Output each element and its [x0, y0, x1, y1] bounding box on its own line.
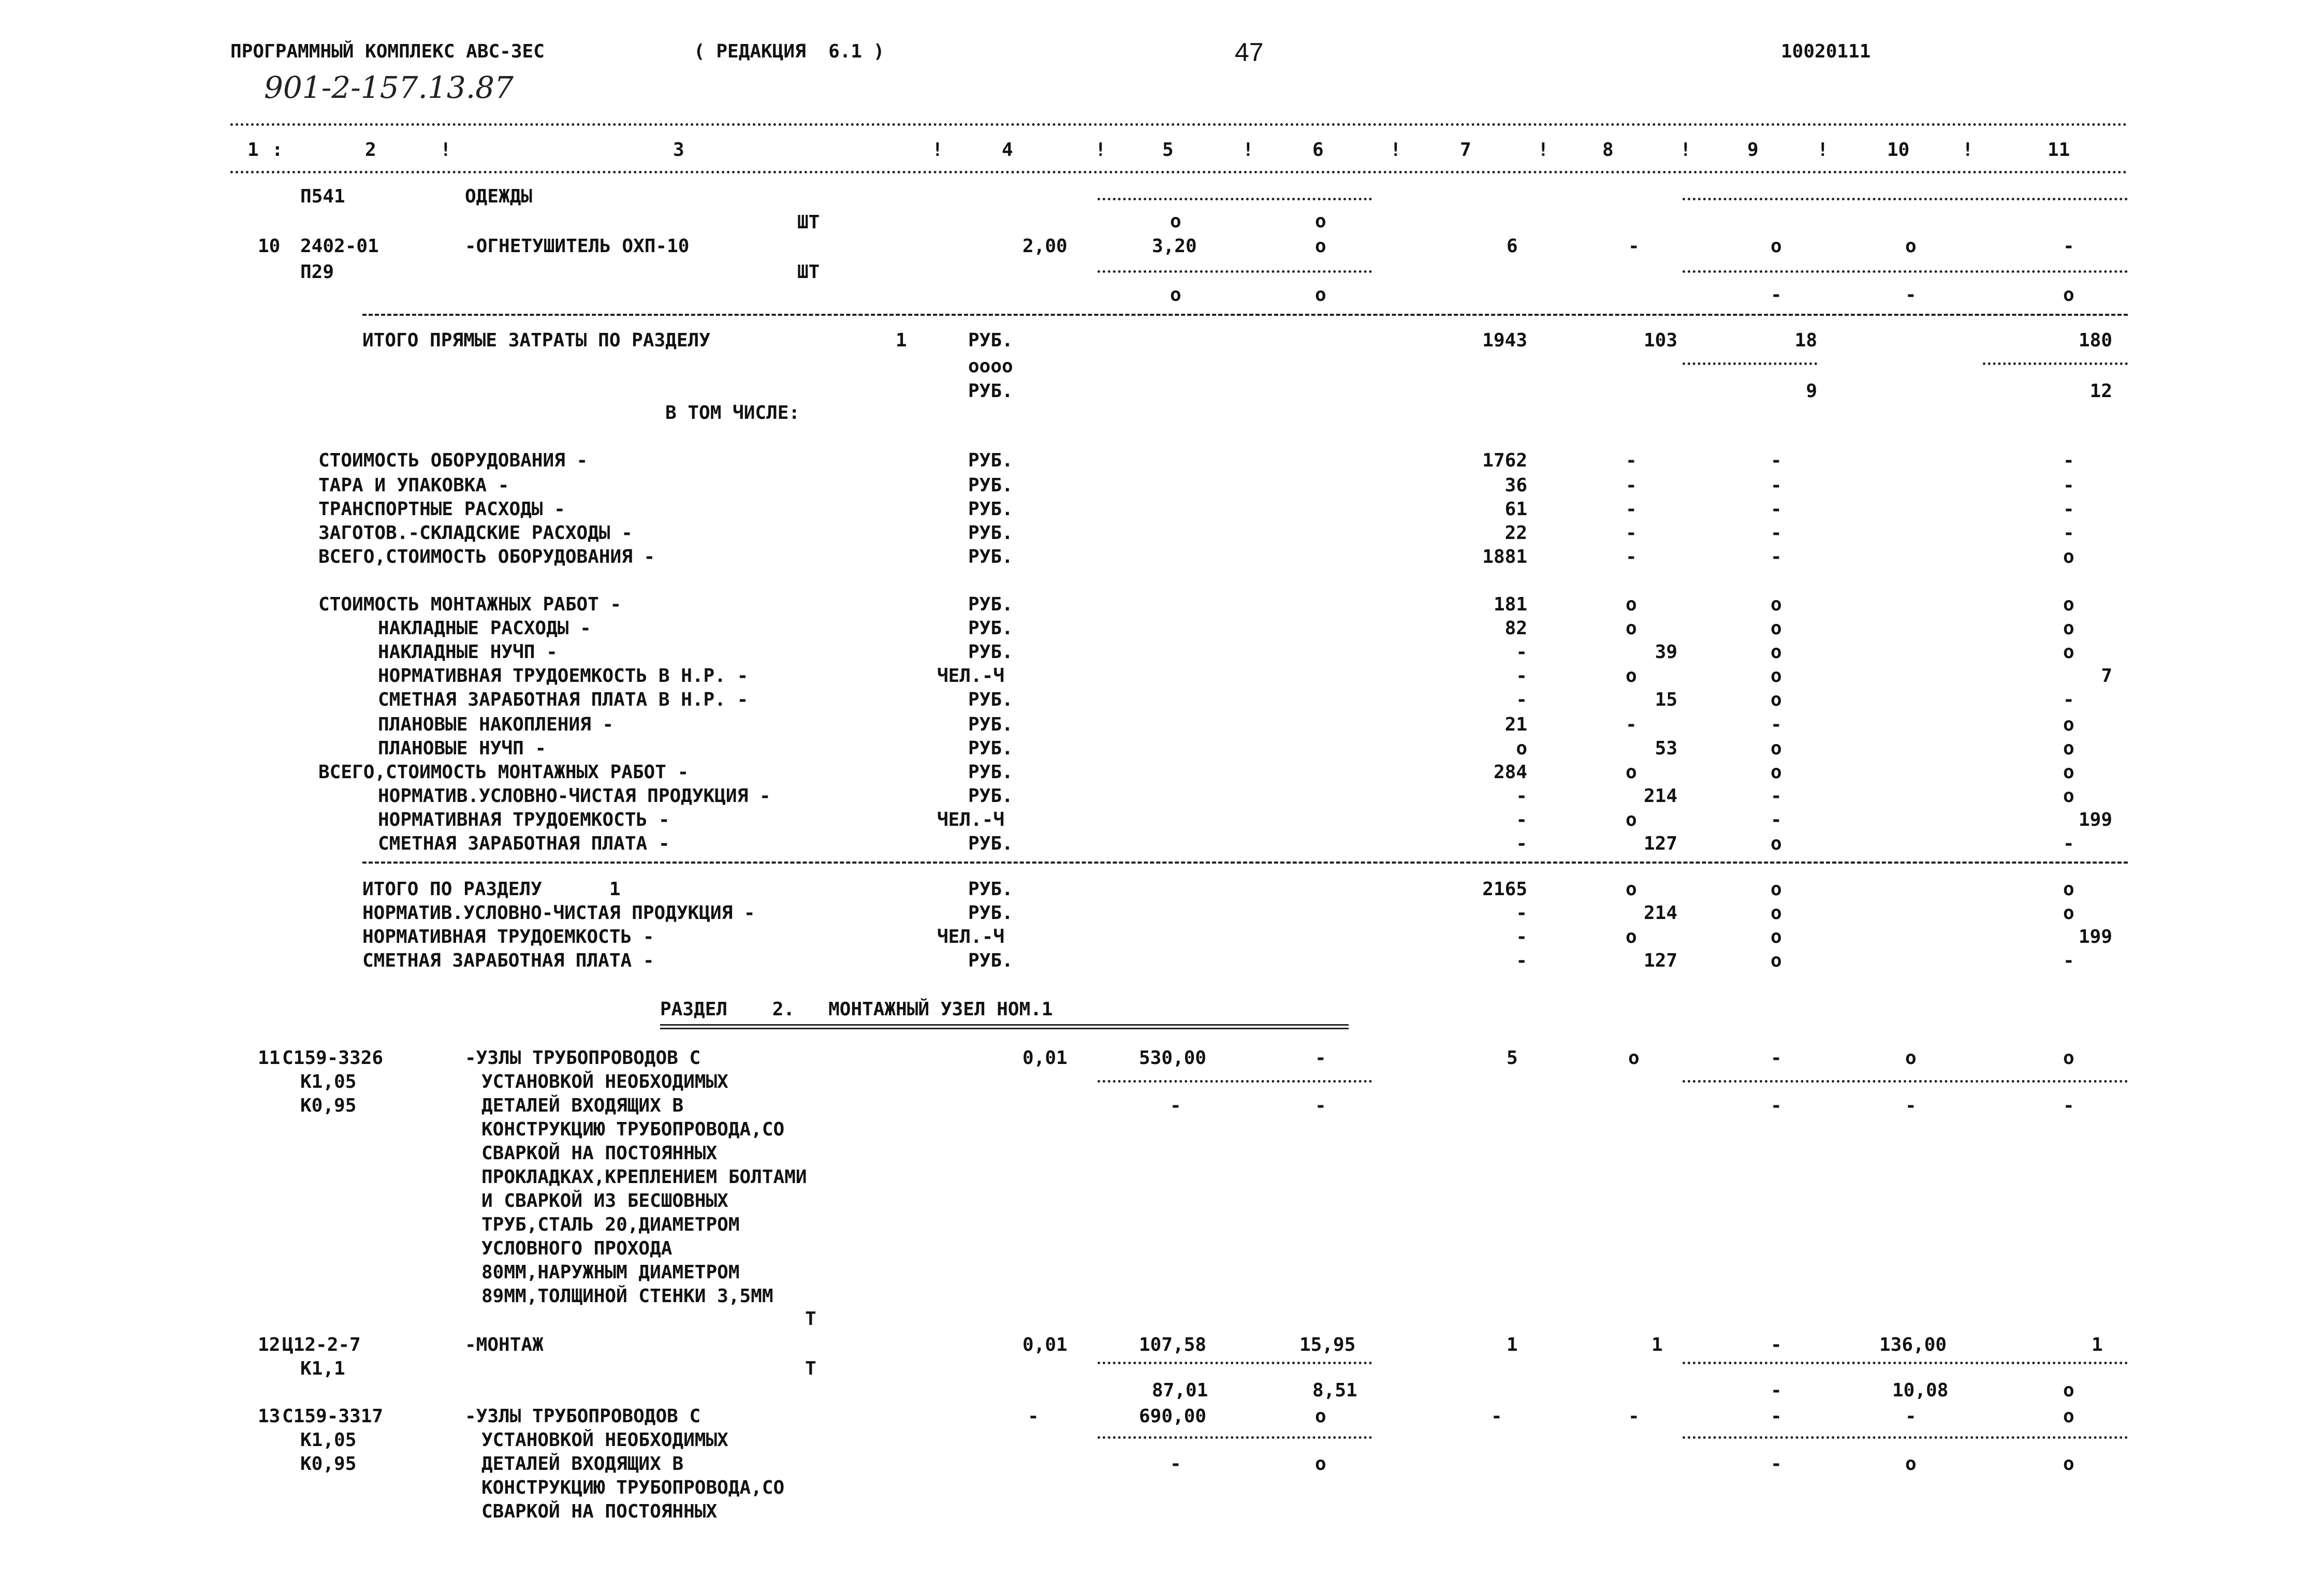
equipment-label: ЗАГОТОВ.-СКЛАДСКИЕ РАСХОДЫ - [318, 522, 633, 544]
cell-rule [1683, 270, 2128, 273]
empty-mark: о [1771, 689, 1782, 710]
item-name: -ОГНЕТУШИТЕЛЬ ОХП-10 [465, 236, 690, 257]
installation-c7: - [1516, 665, 1527, 687]
empty-mark: - [1771, 546, 1782, 567]
item-desc-line: СВАРКОЙ НА ПОСТОЯННЫХ [481, 1143, 718, 1164]
edition-label: ( РЕДАКЦИЯ 6.1 ) [694, 41, 885, 62]
cost-c10-b: 10,08 [1892, 1380, 1949, 1401]
row-number: 10 [258, 236, 281, 257]
item-desc-line: КОНСТРУКЦИЮ ТРУБОПРОВОДА,СО [481, 1119, 785, 1140]
empty-mark: - [1771, 1453, 1782, 1475]
empty-mark: о [1905, 1453, 1917, 1475]
installation-label: СТОИМОСТЬ МОНТАЖНЫХ РАБОТ - [318, 594, 622, 615]
empty-mark: - [1628, 236, 1640, 257]
empty-mark: - [1628, 1406, 1640, 1427]
section-total-c8: 127 [1643, 950, 1677, 971]
section-total-c7: 2165 [1482, 879, 1527, 900]
empty-mark: о [1626, 618, 1637, 639]
unit: РУБ. [968, 499, 1013, 520]
empty-mark: о [2063, 1453, 2074, 1475]
total-c11: 180 [2078, 330, 2112, 351]
installation-c7: 181 [1493, 594, 1527, 615]
installation-c7: 21 [1504, 714, 1527, 735]
empty-mark: о [2063, 1406, 2074, 1427]
col-11: 11 [2048, 139, 2070, 161]
section-total-c7: - [1516, 902, 1527, 924]
item-desc-line: УСЛОВНОГО ПРОХОДА [481, 1238, 673, 1259]
equipment-c7: 1881 [1482, 546, 1527, 567]
installation-c8: 39 [1655, 641, 1677, 663]
item-desc-line: КОНСТРУКЦИЮ ТРУБОПРОВОДА,СО [481, 1477, 785, 1498]
col-2: 2 [365, 139, 376, 161]
program-name: ПРОГРАММНЫЙ КОМПЛЕКС АВС-3ЕС [230, 41, 545, 62]
cell-rule [1683, 198, 2128, 200]
item-name: ОДЕЖДЫ [465, 186, 533, 207]
empty-mark: - [1170, 1095, 1181, 1116]
item-unit: ШТ [797, 212, 820, 233]
cell-rule [1098, 198, 1372, 200]
empty-mark: - [1170, 1453, 1181, 1475]
item-code: Ц12-2-7 [282, 1334, 361, 1355]
section-total-c7: - [1516, 926, 1527, 947]
empty-mark: - [2063, 950, 2074, 971]
installation-label: ПЛАНОВЫЕ НУЧП - [378, 738, 547, 759]
empty-mark: - [2063, 833, 2074, 854]
section-rule [362, 314, 2128, 316]
equipment-label: ТАРА И УПАКОВКА - [318, 475, 509, 496]
cell-rule [1098, 270, 1372, 273]
item-desc-line: УСТАНОВКОЙ НЕОБХОДИМЫХ [481, 1071, 728, 1092]
section-2-underline [660, 1024, 1349, 1029]
cost-c6-b: 8,51 [1312, 1380, 1357, 1401]
installation-c7: о [1516, 738, 1527, 759]
empty-mark: - [1626, 714, 1637, 735]
installation-label: ПЛАНОВЫЕ НАКОПЛЕНИЯ - [378, 714, 614, 735]
empty-mark: - [1315, 1047, 1326, 1069]
col-6: 6 [1312, 139, 1324, 161]
item-code: С159-3326 [282, 1047, 384, 1069]
empty-mark: - [1771, 785, 1782, 807]
section-number: 1 [896, 330, 907, 351]
empty-mark: - [1771, 1380, 1782, 1401]
col-sep: ! [1962, 139, 1974, 161]
unit: ЧЕЛ.-Ч [937, 665, 1005, 687]
installation-c7: - [1516, 785, 1527, 807]
empty-mark: о [2063, 594, 2074, 615]
empty-mark: - [1771, 499, 1782, 520]
empty-mark: - [1771, 284, 1782, 305]
installation-c11: 7 [2101, 665, 2112, 687]
item-desc-line: УСТАНОВКОЙ НЕОБХОДИМЫХ [481, 1429, 728, 1451]
item-desc-line: 80ММ,НАРУЖНЫМ ДИАМЕТРОМ [481, 1262, 740, 1283]
header-bottom-rule [230, 171, 2128, 173]
empty-mark: о [1626, 594, 1637, 615]
empty-mark: о [2063, 284, 2074, 305]
item-code: 2402-01 [300, 236, 379, 257]
installation-label: НОРМАТИВНАЯ ТРУДОЕМКОСТЬ - [378, 809, 670, 830]
cost-c10: 136,00 [1879, 1334, 1947, 1355]
item-desc-line: ДЕТАЛЕЙ ВХОДЯЩИХ В [481, 1095, 684, 1116]
col-sep: ! [1680, 139, 1691, 161]
installation-label: НАКЛАДНЫЕ НУЧП - [378, 641, 558, 663]
coefficient: К1,1 [300, 1358, 345, 1379]
total-c9-b: 9 [1806, 381, 1817, 402]
total-c9: 18 [1794, 330, 1817, 351]
unit: РУБ. [968, 330, 1013, 351]
unit-price-2: 87,01 [1152, 1380, 1208, 1401]
col-sep: ! [932, 139, 943, 161]
direct-costs-title: ИТОГО ПРЯМЫЕ ЗАТРАТЫ ПО РАЗДЕЛУ [362, 330, 710, 351]
empty-mark: о [1771, 738, 1782, 759]
empty-mark: - [2063, 689, 2074, 710]
item-code-2: П29 [300, 261, 334, 283]
section-total-label: СМЕТНАЯ ЗАРАБОТНАЯ ПЛАТА - [362, 950, 654, 971]
quantity: 0,01 [1022, 1334, 1068, 1355]
unit: РУБ. [968, 738, 1013, 759]
unit: РУБ. [968, 546, 1013, 567]
cell-rule [1098, 1362, 1372, 1364]
row-number: 12 [258, 1334, 281, 1355]
unit: РУБ. [968, 475, 1013, 496]
empty-mark: - [1771, 809, 1782, 830]
section-total-label: НОРМАТИВ.УСЛОВНО-ЧИСТАЯ ПРОДУКЦИЯ - [362, 902, 755, 924]
coefficient: К1,05 [300, 1071, 357, 1092]
installation-label: НОРМАТИВНАЯ ТРУДОЕМКОСТЬ В Н.Р. - [378, 665, 749, 687]
installation-c7: 82 [1504, 618, 1527, 639]
installation-c11: 199 [2078, 809, 2112, 830]
cost-c7: 1 [1507, 1334, 1518, 1355]
empty-mark: - [1491, 1406, 1502, 1427]
unit: РУБ. [968, 522, 1013, 544]
unit: РУБ. [968, 450, 1013, 471]
installation-c8: 15 [1655, 689, 1677, 710]
installation-c8: 127 [1643, 833, 1677, 854]
equipment-label: ТРАНСПОРТНЫЕ РАСХОДЫ - [318, 499, 565, 520]
col-sep: ! [440, 139, 451, 161]
header-top-rule [230, 123, 2128, 126]
cost-c11: 1 [2092, 1334, 2103, 1355]
item-desc-line: ТРУБ,СТАЛЬ 20,ДИАМЕТРОМ [481, 1214, 740, 1235]
unit: РУБ. [968, 762, 1013, 783]
equipment-c7: 22 [1504, 522, 1527, 544]
empty-mark: - [2063, 1095, 2074, 1116]
unit: РУБ. [968, 950, 1013, 971]
empty-mark: - [1626, 450, 1637, 471]
quantity: - [1028, 1406, 1039, 1427]
equipment-label: СТОИМОСТЬ ОБОРУДОВАНИЯ - [318, 450, 588, 471]
page-number: 47 [1235, 38, 1264, 67]
row-number: 11 [258, 1047, 281, 1069]
empty-mark: о [2063, 618, 2074, 639]
empty-mark: о [1626, 665, 1637, 687]
unit: РУБ. [968, 714, 1013, 735]
item-name: -МОНТАЖ [465, 1334, 544, 1355]
equipment-c7: 1762 [1482, 450, 1527, 471]
empty-mark: о [1771, 618, 1782, 639]
empty-mark: о [2063, 785, 2074, 807]
equipment-c7: 61 [1504, 499, 1527, 520]
empty-mark: - [2063, 475, 2074, 496]
empty-mark: - [1771, 714, 1782, 735]
cost-c8: 1 [1651, 1334, 1663, 1355]
empty-mark: о [1771, 641, 1782, 663]
empty-mark: о [1771, 594, 1782, 615]
installation-c7: - [1516, 833, 1527, 854]
unit: РУБ. [968, 618, 1013, 639]
installation-label: ВСЕГО,СТОИМОСТЬ МОНТАЖНЫХ РАБОТ - [318, 762, 689, 783]
total-c7: 1943 [1482, 330, 1527, 351]
installation-c7: - [1516, 689, 1527, 710]
unit: РУБ. [968, 833, 1013, 854]
col-sep: ! [1817, 139, 1829, 161]
empty-mark: о [2063, 738, 2074, 759]
item-unit: Т [805, 1308, 816, 1330]
col-sep: ! [1538, 139, 1549, 161]
cell-rule [1098, 1080, 1372, 1083]
empty-mark: о [1771, 902, 1782, 924]
installation-c8: 214 [1643, 785, 1677, 807]
empty-mark: о [2063, 902, 2074, 924]
item-unit: ШТ [797, 261, 820, 283]
col-sep: : [272, 139, 283, 161]
empty-mark: о [1771, 665, 1782, 687]
cell-rule [1683, 1080, 2128, 1083]
coefficient: К1,05 [300, 1429, 357, 1451]
empty-mark: - [1905, 284, 1917, 305]
unit: РУБ. [968, 902, 1013, 924]
unit: РУБ. [968, 641, 1013, 663]
empty-mark: - [1771, 450, 1782, 471]
col-9: 9 [1747, 139, 1759, 161]
equipment-c7: 36 [1504, 475, 1527, 496]
installation-c7: 284 [1493, 762, 1527, 783]
item-desc-line: 89ММ,ТОЛЩИНОЙ СТЕНКИ 3,5ММ [481, 1286, 773, 1307]
empty-mark: о [1315, 236, 1326, 257]
unit: ЧЕЛ.-Ч [937, 809, 1005, 830]
empty-mark: о [2063, 879, 2074, 900]
item-desc-line: ДЕТАЛЕЙ ВХОДЯЩИХ В [481, 1453, 684, 1475]
total-c11-b: 12 [2089, 381, 2112, 402]
empty-mark: о [1315, 1406, 1326, 1427]
item-desc-line: СВАРКОЙ НА ПОСТОЯННЫХ [481, 1501, 718, 1522]
coefficient: К0,95 [300, 1453, 357, 1475]
installation-c7: - [1516, 641, 1527, 663]
handwritten-project-code: 901-2-157.13.87 [264, 70, 514, 105]
col-4: 4 [1002, 139, 1013, 161]
col-5: 5 [1162, 139, 1174, 161]
empty-mark: - [1771, 522, 1782, 544]
empty-mark: о [1626, 762, 1637, 783]
empty-mark: о [2063, 641, 2074, 663]
empty-mark: - [1905, 1406, 1917, 1427]
empty-mark: - [1771, 1334, 1782, 1355]
item-code: С159-3317 [282, 1406, 384, 1427]
col-sep: ! [1390, 139, 1401, 161]
document-code: 10020111 [1781, 41, 1871, 62]
quantity: 0,01 [1022, 1047, 1068, 1069]
installation-c8: 53 [1655, 738, 1677, 759]
col-3: 3 [673, 139, 684, 161]
empty-mark: - [1626, 522, 1637, 544]
empty-mark: - [2063, 522, 2074, 544]
item-code: П541 [300, 186, 345, 207]
empty-mark: - [2063, 236, 2074, 257]
section-2-title: РАЗДЕЛ 2. МОНТАЖНЫЙ УЗЕЛ НОМ.1 [660, 999, 1053, 1020]
unit: РУБ. [968, 381, 1013, 402]
cost-c7: 5 [1507, 1047, 1518, 1069]
coefficient: К0,95 [300, 1095, 357, 1116]
col-8: 8 [1602, 139, 1614, 161]
unit: РУБ. [968, 879, 1013, 900]
empty-mark: о [1626, 926, 1637, 947]
installation-label: НОРМАТИВ.УСЛОВНО-ЧИСТАЯ ПРОДУКЦИЯ - [378, 785, 771, 807]
empty-mark: - [2063, 450, 2074, 471]
section-total-label: НОРМАТИВНАЯ ТРУДОЕМКОСТЬ - [362, 926, 654, 947]
empty-mark: о [2063, 1380, 2074, 1401]
empty-mark: - [1771, 475, 1782, 496]
empty-mark: - [1771, 1047, 1782, 1069]
empty-mark: о [2063, 714, 2074, 735]
col-1: 1 [247, 139, 259, 161]
col-sep: ! [1243, 139, 1254, 161]
cell-rule [1983, 362, 2128, 365]
col-7: 7 [1460, 139, 1471, 161]
including-label: В ТОМ ЧИСЛЕ: [665, 402, 800, 424]
empty-mark: - [1626, 475, 1637, 496]
empty-mark: о [2063, 762, 2074, 783]
empty-mark: о [1315, 284, 1326, 305]
empty-mark: о [1771, 950, 1782, 971]
empty-mark: - [1626, 546, 1637, 567]
empty-mark: о [1170, 211, 1181, 232]
item-desc-line: -УЗЛЫ ТРУБОПРОВОДОВ С [465, 1406, 701, 1427]
empty-mark: о [1626, 809, 1637, 830]
quantity: 2,00 [1022, 236, 1068, 257]
unit-price: 107,58 [1139, 1334, 1207, 1355]
cell-rule [1683, 1436, 2128, 1439]
installation-label: НАКЛАДНЫЕ РАСХОДЫ - [378, 618, 591, 639]
unit-price: 690,00 [1139, 1406, 1207, 1427]
item-desc-line: ПРОКЛАДКАХ,КРЕПЛЕНИЕМ БОЛТАМИ [481, 1166, 807, 1188]
item-desc-line: -УЗЛЫ ТРУБОПРОВОДОВ С [465, 1047, 701, 1069]
empty-mark: о [1905, 1047, 1917, 1069]
empty-mark: - [2063, 499, 2074, 520]
cell-rule [1683, 1362, 2128, 1364]
section-total-c11: 199 [2078, 926, 2112, 947]
empty-mark: о [1626, 879, 1637, 900]
empty-mark: о [2063, 546, 2074, 567]
unit-price: 3,20 [1152, 236, 1197, 257]
cell-rule [1098, 1436, 1372, 1439]
row-number: 13 [258, 1406, 281, 1427]
unit: РУБ. [968, 594, 1013, 615]
empty-mark: - [1771, 1095, 1782, 1116]
installation-label: СМЕТНАЯ ЗАРАБОТНАЯ ПЛАТА В Н.Р. - [378, 689, 749, 710]
col-sep: ! [1095, 139, 1106, 161]
cost-c6: 15,95 [1299, 1334, 1356, 1355]
section-total-c7: - [1516, 950, 1527, 971]
section-total-label: ИТОГО ПО РАЗДЕЛУ 1 [362, 879, 621, 900]
empty-mark: о [1628, 1047, 1640, 1069]
empty-mark: о [1771, 236, 1782, 257]
empty-mark: - [1626, 499, 1637, 520]
total-c8: 103 [1643, 330, 1677, 351]
empty-mark: о [1315, 1453, 1326, 1475]
item-desc-line: И СВАРКОЙ ИЗ БЕСШОВНЫХ [481, 1190, 728, 1212]
empty-mark: о [2063, 1047, 2074, 1069]
unit: РУБ. [968, 689, 1013, 710]
unit: ЧЕЛ.-Ч [937, 926, 1005, 947]
cost-c7: 6 [1507, 236, 1518, 257]
installation-label: СМЕТНАЯ ЗАРАБОТНАЯ ПЛАТА - [378, 833, 670, 854]
col-10: 10 [1887, 139, 1910, 161]
section-total-c8: 214 [1643, 902, 1677, 924]
installation-c7: - [1516, 809, 1527, 830]
unit-price: 530,00 [1139, 1047, 1207, 1069]
empty-mark: - [1905, 1095, 1917, 1116]
empty-mark: о [1170, 284, 1181, 305]
dots-mark: оооо [968, 356, 1013, 377]
unit: РУБ. [968, 785, 1013, 807]
cell-rule [1683, 362, 1817, 365]
empty-mark: - [1315, 1095, 1326, 1116]
empty-mark: о [1771, 833, 1782, 854]
item-unit: Т [805, 1358, 816, 1379]
empty-mark: о [1771, 926, 1782, 947]
empty-mark: о [1771, 879, 1782, 900]
empty-mark: о [1905, 236, 1917, 257]
empty-mark: о [1315, 211, 1326, 232]
section-rule [362, 862, 2128, 864]
empty-mark: - [1771, 1406, 1782, 1427]
equipment-label: ВСЕГО,СТОИМОСТЬ ОБОРУДОВАНИЯ - [318, 546, 655, 567]
empty-mark: о [1771, 762, 1782, 783]
